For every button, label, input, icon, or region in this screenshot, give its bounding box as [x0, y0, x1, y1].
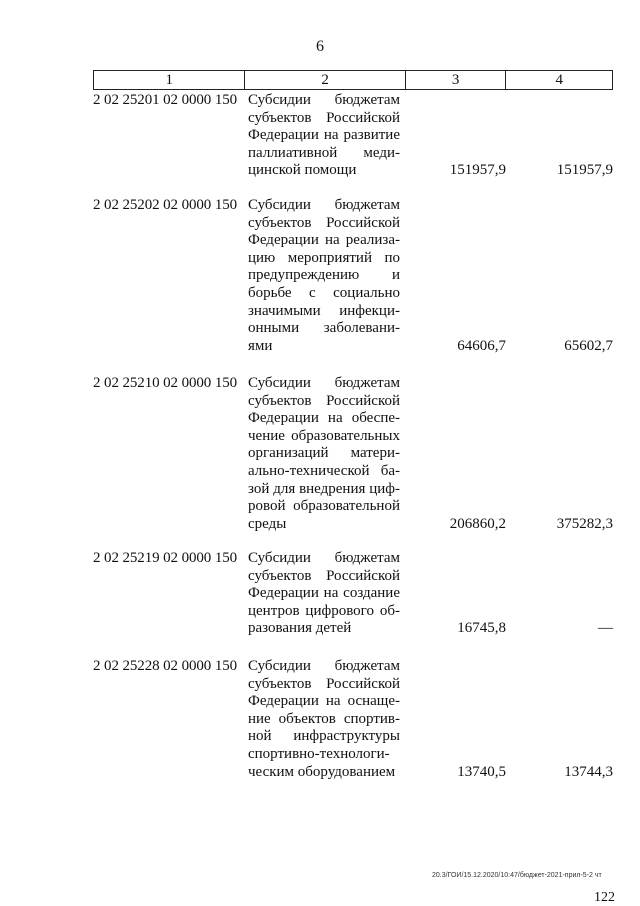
description-line: ровой образовательной: [248, 498, 400, 515]
description-line: центров цифрового об-: [248, 602, 400, 619]
description-line: субъектов Российской: [248, 109, 400, 126]
description-line: борьбе с социально: [248, 284, 400, 301]
value-col-3: 13740,5: [457, 763, 506, 780]
header-col-1: 1: [94, 71, 245, 89]
description-line: Субсидии бюджетам: [248, 658, 400, 674]
row-description: [248, 92, 400, 180]
budget-code: 2 02 25219 02 0000 150: [93, 550, 238, 566]
footer-page-number: 122: [594, 890, 615, 905]
description-line: ние объектов спортив-: [248, 710, 400, 727]
row-description: [248, 550, 400, 638]
description-line: субъектов Российской: [248, 567, 400, 584]
page-number: 6: [316, 38, 324, 55]
description-line: субъектов Российской: [248, 214, 400, 231]
description-line: Федерации на создание: [248, 585, 400, 602]
table-header: [93, 70, 613, 90]
description-line: Федерации на обеспе-: [248, 410, 400, 427]
description-line: цинской помощи: [248, 162, 357, 179]
description-line: субъектов Российской: [248, 675, 400, 692]
value-col-4: 13744,3: [564, 763, 613, 780]
value-col-4: 375282,3: [556, 515, 613, 532]
row-description: [248, 197, 400, 355]
row-description: [248, 658, 400, 781]
description-line: спортивно-технологи-: [248, 745, 390, 762]
description-line: Субсидии бюджетам: [248, 550, 400, 566]
description-line: чение образовательных: [248, 427, 400, 444]
footer-file-stamp: 20.3/ГОИ/15.12.2020/10:47/бюджет-2021-прил-5-2 чт: [432, 872, 602, 879]
description-line: Федерации на развитие: [248, 127, 400, 144]
value-col-4: 151957,9: [556, 162, 613, 179]
description-line: ально-технической ба-: [248, 462, 400, 479]
value-col-4: 65602,7: [564, 337, 613, 354]
description-line: цию мероприятий по: [248, 249, 400, 266]
budget-code: 2 02 25201 02 0000 150: [93, 92, 238, 108]
description-line: Федерации на оснаще-: [248, 693, 400, 710]
description-line: Субсидии бюджетам: [248, 92, 400, 108]
value-col-3: 64606,7: [457, 337, 506, 354]
description-line: среды: [248, 515, 287, 532]
description-line: паллиативной меди-: [248, 144, 400, 161]
description-line: субъектов Российской: [248, 392, 400, 409]
description-line: зой для внедрения циф-: [248, 480, 400, 497]
header-col-3: 3: [406, 71, 507, 89]
description-line: предупреждению и: [248, 267, 400, 284]
description-line: разования детей: [248, 620, 352, 637]
header-col-4: 4: [555, 71, 563, 88]
description-line: Субсидии бюджетам: [248, 197, 400, 213]
value-col-3: 206860,2: [449, 515, 506, 532]
description-line: онными заболевани-: [248, 320, 400, 337]
description-line: организаций матери-: [248, 445, 400, 462]
description-line: Субсидии бюджетам: [248, 375, 400, 391]
header-col-2: 2: [245, 71, 405, 89]
description-line: ями: [248, 337, 273, 354]
value-col-3: 16745,8: [457, 620, 506, 637]
row-description: [248, 375, 400, 533]
description-line: значимыми инфекци-: [248, 302, 400, 319]
budget-code: 2 02 25228 02 0000 150: [93, 658, 238, 674]
description-line: Федерации на реализа-: [248, 232, 400, 249]
budget-code: 2 02 25202 02 0000 150: [93, 197, 238, 213]
budget-code: 2 02 25210 02 0000 150: [93, 375, 238, 391]
description-line: ческим оборудованием: [248, 763, 396, 780]
value-col-3: 151957,9: [449, 162, 506, 179]
value-col-4: —: [598, 620, 613, 637]
description-line: ной инфраструктуры: [248, 728, 400, 745]
